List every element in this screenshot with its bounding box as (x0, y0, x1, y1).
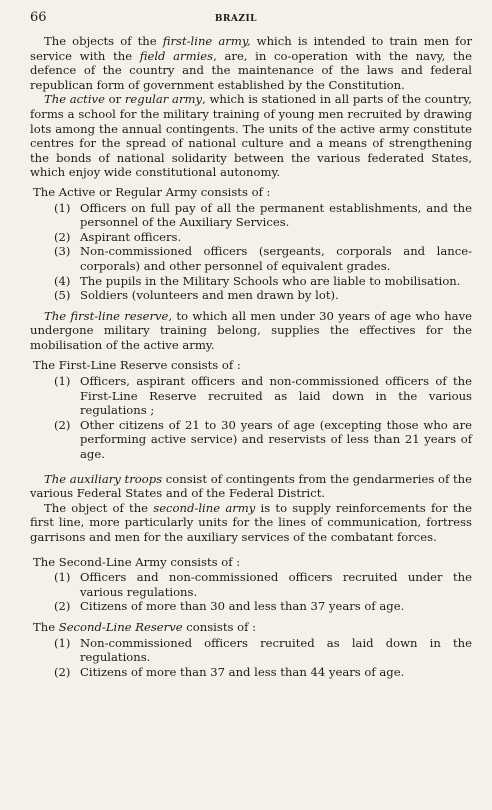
active-army-intro: The Active or Regular Army consists of : (33, 184, 271, 199)
running-title: BRAZIL (214, 14, 257, 24)
paragraph-first-line-army: The objects of the first-line army, which is intended to train men for service with the field armies, are, in co-operation with the navy, the defence of the country and the maintenance of the laws and federal republican form of government established by the Constitution. (30, 34, 472, 92)
list-item: (1) Officers on full pay of all the permanent establishments, and the personnel of the Auxiliary Services. (54, 200, 472, 230)
list-item: (5) Soldiers (volunteers and men drawn by lot). (54, 288, 339, 303)
active-army-list (54, 201, 472, 303)
list-item: (1) Officers, aspirant officers and non-commissioned officers of the First-Line Reserve recruited as laid down in the various regulations ; (54, 374, 472, 418)
page-body (30, 34, 472, 679)
list-item: (2) Citizens of more than 37 and less than 44 years of age. (54, 664, 405, 679)
page-number: 66 (30, 10, 47, 25)
list-item: (2) Other citizens of 21 to 30 years of age (excepting those who are performing active service) and reservists of less than 21 years of age. (54, 417, 472, 462)
list-item: (1) Officers and non-commissioned officers recruited under the various regulations. (54, 570, 472, 599)
second-line-army-list (54, 570, 472, 614)
paragraph-first-line-reserve: The first-line reserve, to which all men under 30 years of age who have undergone military training belong, supplies the effectives for the mobilisation of the active army. (30, 308, 472, 352)
second-line-army-intro: The Second-Line Army consists of : (33, 554, 241, 569)
list-item: (1) Non-commissioned officers recruited as laid down in the regulations. (54, 635, 472, 665)
second-line-reserve-list (54, 636, 472, 680)
first-line-reserve-intro: The First-Line Reserve consists of : (33, 358, 241, 373)
paragraph-second-line-army: The object of the second-line army is to supply reinforcements for the first line, more particularly units for the lines of communication, fortress garrisons and men for the auxiliary services of the combatant forces. (30, 500, 472, 544)
second-line-reserve-intro: The Second-Line Reserve consists of : (33, 619, 256, 634)
list-item: (2) Aspirant officers. (54, 229, 182, 244)
first-line-reserve-list (54, 374, 472, 462)
list-item: (3) Non-commissioned officers (sergeants, corporals and lance-corporals) and other personnel of equivalent grades. (54, 244, 472, 273)
paragraph-auxiliary-troops: The auxiliary troops consist of contingents from the gendarmeries of the various Federal States and of the Federal District. (30, 471, 473, 501)
list-item: (2) Citizens of more than 30 and less than 37 years of age. (54, 599, 405, 614)
page-header (30, 10, 472, 34)
paragraph-active-army: The active or regular army, which is stationed in all parts of the country, forms a school for the military training of young men recruited by drawing lots among the annual contingents. The units of the active army constitute centres for the spread of national culture and a means of strengthening the bonds of national solidarity between the various federated States, which enjoy wide constitutional autonomy. (30, 92, 472, 180)
list-item: (4) The pupils in the Military Schools who are liable to mobilisation. (54, 273, 461, 288)
